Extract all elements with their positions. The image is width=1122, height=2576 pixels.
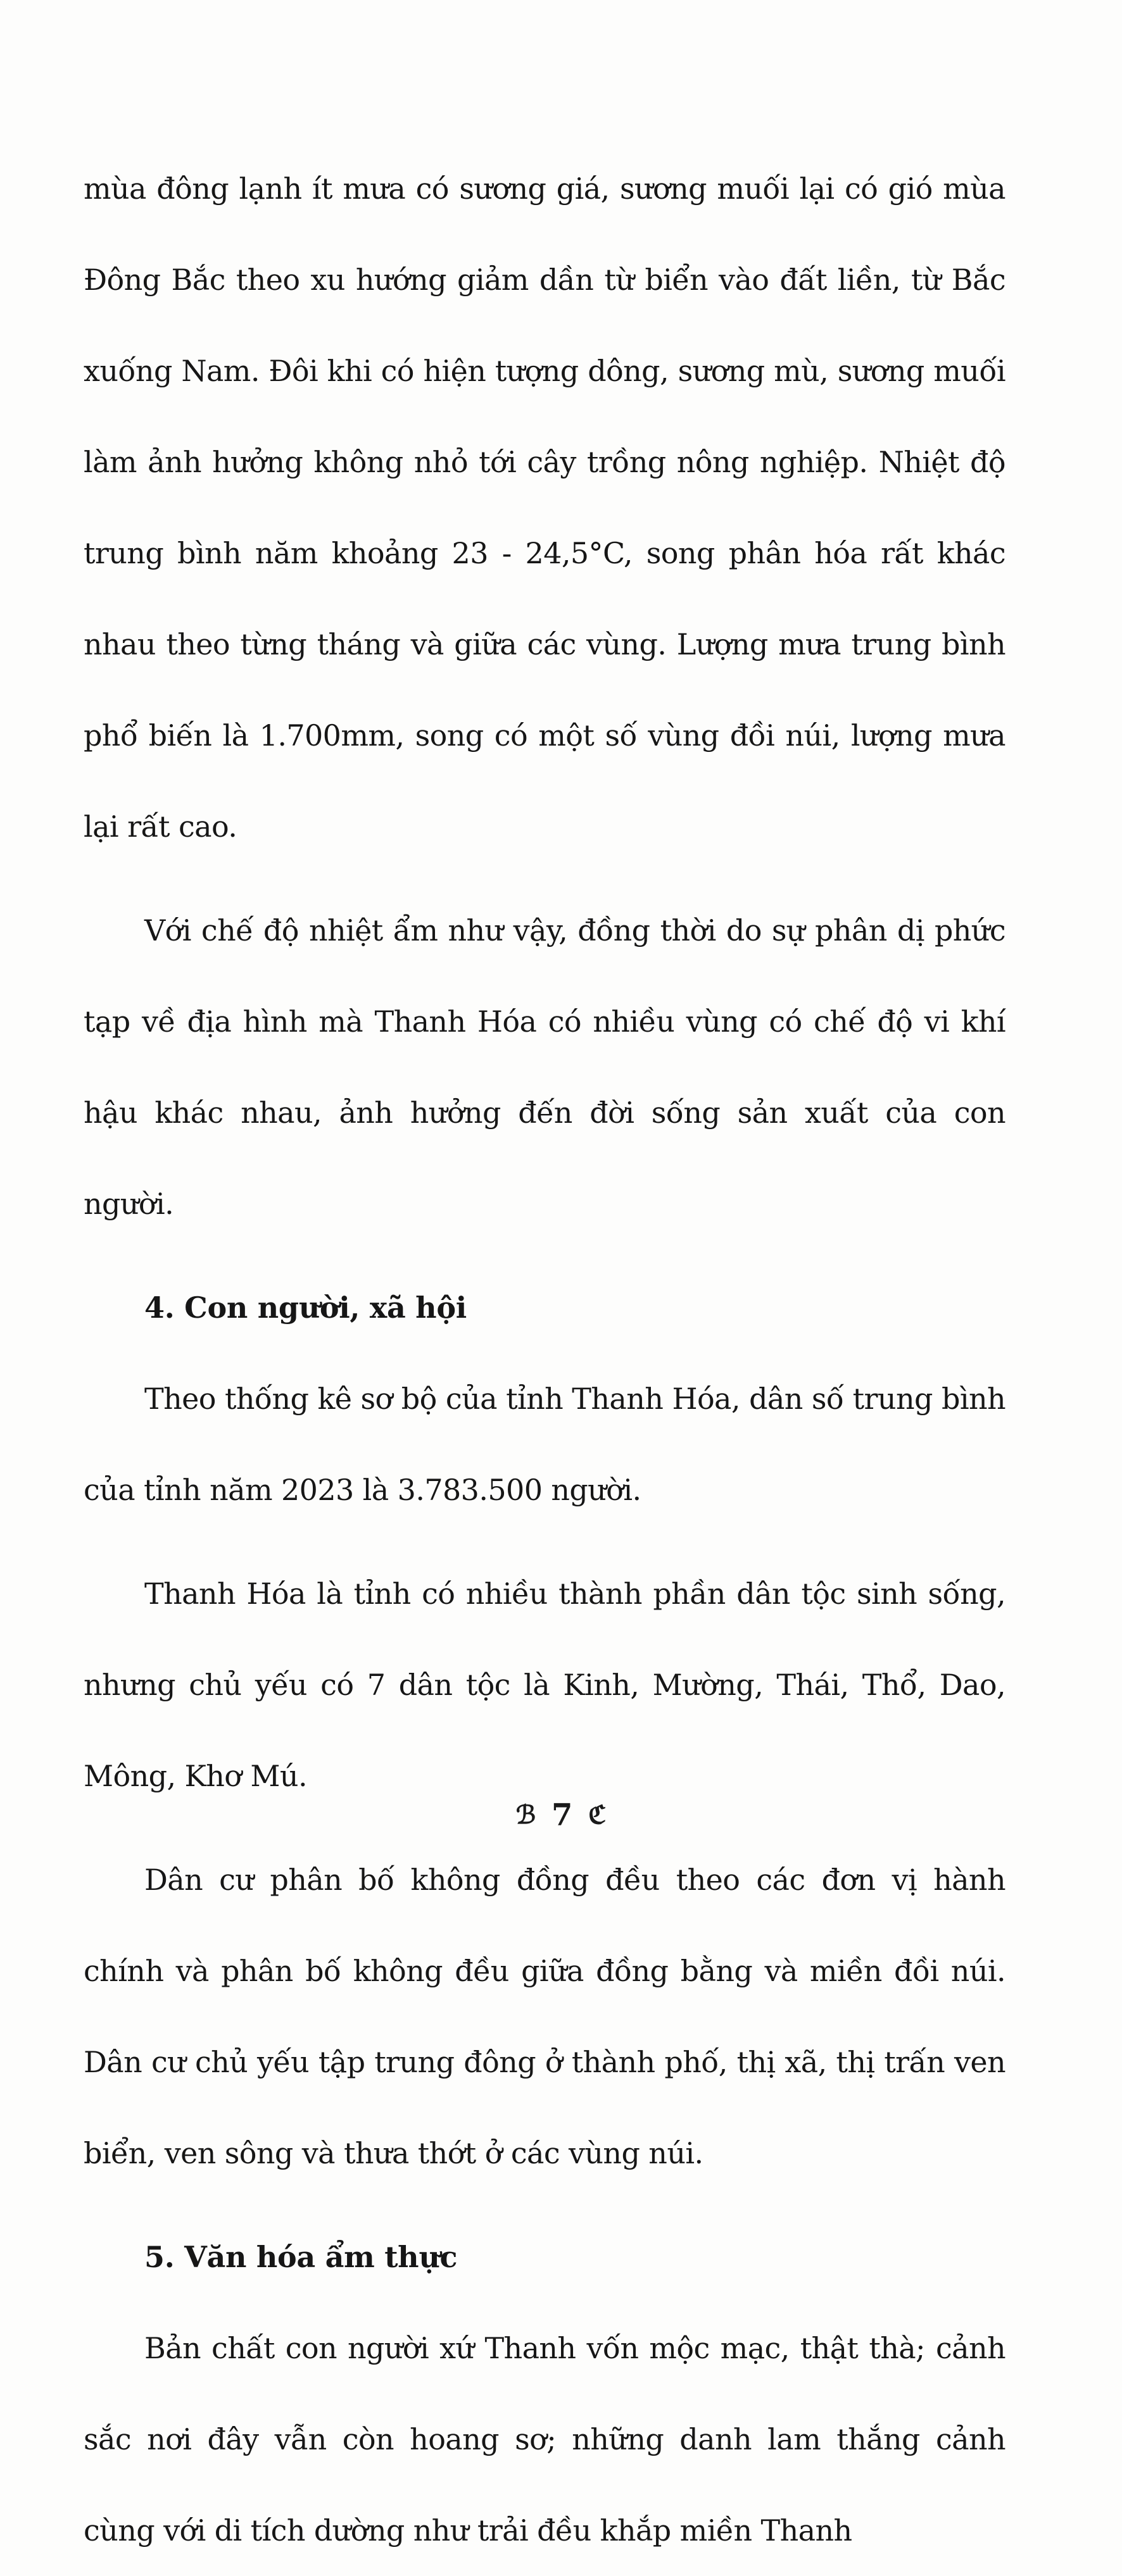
right-ornament-icon: ℭ bbox=[588, 1800, 607, 1830]
page-body bbox=[84, 143, 1005, 2576]
paragraph-ethnic-groups: Thanh Hóa là tỉnh có nhiều thành phần dân tộc sinh sống, nhưng chủ yếu có 7 dân tộc là Kinh, Mường, Thái, Thổ, Dao, Mông, Khơ Mú. bbox=[84, 1577, 1005, 1793]
section-heading-cuisine: 5. Văn hóa ẩm thực bbox=[144, 2240, 458, 2274]
paragraph-character: Bản chất con người xứ Thanh vốn mộc mạc, thật thà; cảnh sắc nơi đây vẫn còn hoang sơ; những danh lam thắng cảnh cùng với di tích dường như trải đều khắp miền Thanh bbox=[84, 2331, 1005, 2548]
left-ornament-icon: ℬ bbox=[515, 1800, 536, 1830]
paragraph-distribution: Dân cư phân bố không đồng đều theo các đơn vị hành chính và phân bố không đều giữa đồng bằng và miền đồi núi. Dân cư chủ yếu tập trung đông ở thành phố, thị xã, thị trấn ven biển, ven sông và thưa thớt ở các vùng núi. bbox=[84, 1863, 1005, 2170]
paragraph-microclimate: Với chế độ nhiệt ẩm như vậy, đồng thời do sự phân dị phức tạp về địa hình mà Thanh Hóa có nhiều vùng có chế độ vi khí hậu khác nhau, ảnh hưởng đến đời sống sản xuất của con người. bbox=[84, 913, 1005, 1221]
page-number: 7 bbox=[551, 1798, 573, 1833]
section-heading-people-society: 4. Con người, xã hội bbox=[144, 1291, 467, 1325]
paragraph-population: Theo thống kê sơ bộ của tỉnh Thanh Hóa, dân số trung bình của tỉnh năm 2023 là 3.783.500 người. bbox=[84, 1382, 1005, 1507]
paragraph-climate: mùa đông lạnh ít mưa có sương giá, sương muối lại có gió mùa Đông Bắc theo xu hướng giảm dần từ biển vào đất liền, từ Bắc xuống Nam. Đôi khi có hiện tượng dông, sương mù, sương muối làm ảnh hưởng không nhỏ tới cây trồng nông nghiệp. Nhiệt độ trung bình năm khoảng 23 - 24,5°C, song phân hóa rất khác nhau theo từng tháng và giữa các vùng. Lượng mưa trung bình phổ biến là 1.700mm, song có một số vùng đồi núi, lượng mưa lại rất cao. bbox=[84, 172, 1005, 844]
page-footer bbox=[0, 1798, 1122, 1833]
